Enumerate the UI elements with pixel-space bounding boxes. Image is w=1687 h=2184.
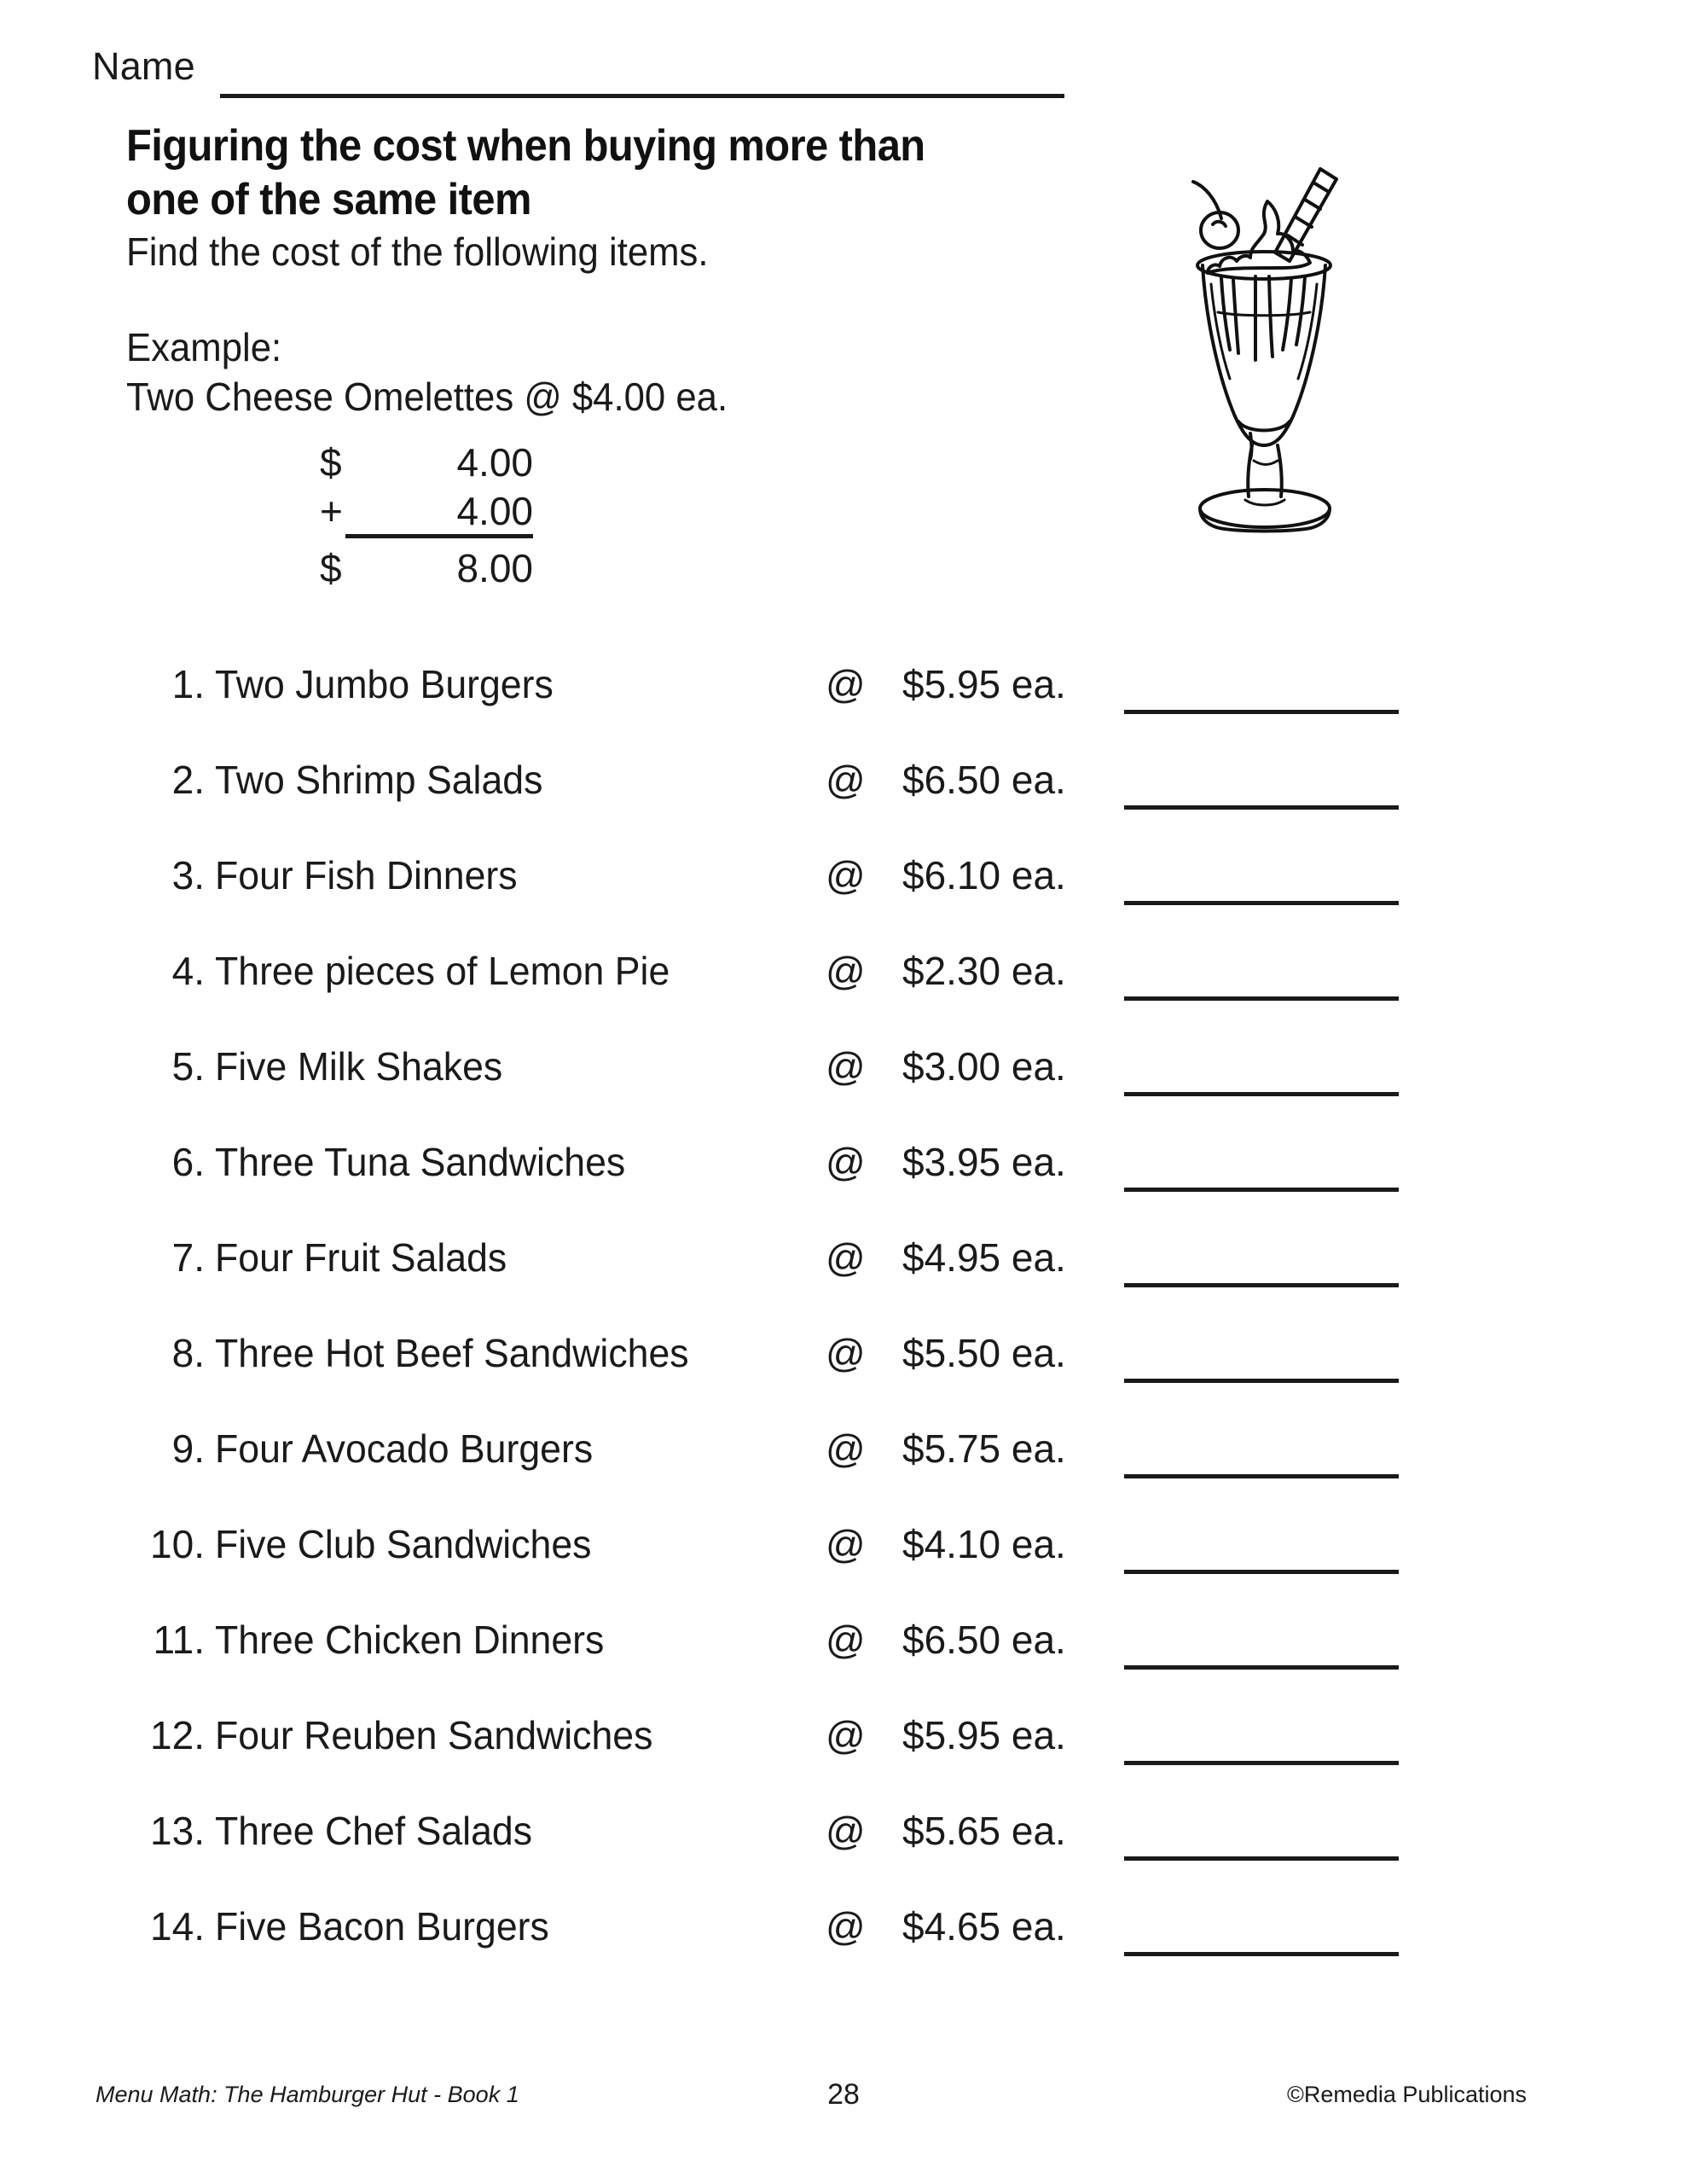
- at-symbol: @: [826, 662, 866, 706]
- problem-row: [0, 1330, 1687, 1426]
- problem-row: [0, 948, 1687, 1043]
- problem-number: 8.: [171, 1331, 205, 1375]
- answer-blank-line[interactable]: [1124, 1474, 1399, 1478]
- problem-row: [0, 1139, 1687, 1234]
- problem-row: [0, 1617, 1687, 1712]
- answer-blank-line[interactable]: [1124, 1665, 1399, 1670]
- problem-unit-price: $5.95 ea.: [902, 1713, 1066, 1757]
- problem-unit-price: $5.95 ea.: [902, 662, 1066, 706]
- at-symbol: @: [826, 1809, 866, 1853]
- at-symbol: @: [826, 1140, 866, 1184]
- answer-blank-line[interactable]: [1124, 996, 1399, 1001]
- problem-number: 14.: [150, 1904, 205, 1949]
- problem-number: 4.: [171, 949, 205, 993]
- problem-unit-price: $6.50 ea.: [902, 1618, 1066, 1662]
- example-statement: Two Cheese Omelettes @ $4.00 ea.: [126, 375, 728, 419]
- problem-unit-price: $3.00 ea.: [902, 1044, 1066, 1089]
- problem-unit-price: $4.10 ea.: [902, 1522, 1066, 1566]
- footer-book-title: Menu Math: The Hamburger Hut - Book 1: [96, 2082, 519, 2107]
- addend-row-1: [320, 439, 533, 488]
- problem-item-label: Five Bacon Burgers: [215, 1904, 549, 1949]
- problem-item-label: Three Tuna Sandwiches: [215, 1140, 626, 1184]
- plus-sign: +: [320, 489, 343, 533]
- addend-2-value: 4.00: [456, 489, 533, 533]
- dollar-sign: $: [320, 440, 342, 485]
- problem-number: 7.: [171, 1235, 205, 1280]
- problem-row: [0, 1426, 1687, 1521]
- at-symbol: @: [826, 1044, 866, 1089]
- problem-item-label: Four Fish Dinners: [215, 853, 518, 897]
- problem-row: [0, 757, 1687, 852]
- page-number: 28: [827, 2078, 860, 2111]
- problem-row: [0, 1521, 1687, 1617]
- problem-number: 6.: [171, 1140, 205, 1184]
- name-field-row: [92, 44, 1030, 104]
- problem-row: [0, 1808, 1687, 1903]
- total-row: [320, 545, 533, 594]
- problem-item-label: Five Club Sandwiches: [215, 1522, 592, 1566]
- problem-item-label: Two Jumbo Burgers: [215, 662, 554, 706]
- problem-number: 2.: [171, 758, 205, 802]
- problem-number: 11.: [153, 1618, 205, 1662]
- at-symbol: @: [826, 758, 866, 802]
- problem-number: 13.: [150, 1809, 205, 1853]
- problem-row: [0, 1043, 1687, 1139]
- problem-item-label: Three Chicken Dinners: [215, 1618, 605, 1662]
- problem-list: [0, 661, 1687, 1999]
- problem-number: 9.: [171, 1426, 205, 1471]
- answer-blank-line[interactable]: [1124, 1379, 1399, 1383]
- problem-unit-price: $6.50 ea.: [902, 758, 1066, 802]
- problem-item-label: Three Hot Beef Sandwiches: [215, 1331, 689, 1375]
- at-symbol: @: [826, 1426, 866, 1471]
- problem-number: 3.: [171, 853, 205, 897]
- problem-item-label: Five Milk Shakes: [215, 1044, 503, 1089]
- answer-blank-line[interactable]: [1124, 901, 1399, 905]
- problem-number: 10.: [150, 1522, 205, 1566]
- problem-row: [0, 852, 1687, 948]
- answer-blank-line[interactable]: [1124, 805, 1399, 810]
- problem-unit-price: $5.75 ea.: [902, 1426, 1066, 1471]
- addend-1-value: 4.00: [456, 440, 533, 485]
- problem-number: 1.: [171, 662, 205, 706]
- problem-item-label: Four Fruit Salads: [215, 1235, 507, 1280]
- problem-item-label: Three Chef Salads: [215, 1809, 533, 1853]
- problem-unit-price: $3.95 ea.: [902, 1140, 1066, 1184]
- problem-item-label: Four Reuben Sandwiches: [215, 1713, 653, 1757]
- at-symbol: @: [826, 1713, 866, 1757]
- problem-unit-price: $6.10 ea.: [902, 853, 1066, 897]
- answer-blank-line[interactable]: [1124, 1570, 1399, 1574]
- problem-number: 12.: [150, 1713, 205, 1757]
- page-subtitle: Find the cost of the following items.: [126, 229, 709, 274]
- answer-blank-line[interactable]: [1124, 1856, 1399, 1861]
- addition-rule: [345, 534, 533, 538]
- at-symbol: @: [826, 949, 866, 993]
- answer-blank-line[interactable]: [1124, 1092, 1399, 1096]
- answer-blank-line[interactable]: [1124, 1283, 1399, 1287]
- at-symbol: @: [826, 853, 866, 897]
- answer-blank-line[interactable]: [1124, 710, 1399, 714]
- footer-copyright: ©Remedia Publications: [1286, 2082, 1527, 2107]
- addend-row-2: [320, 488, 533, 537]
- answer-blank-line[interactable]: [1124, 1761, 1399, 1765]
- problem-row: [0, 1234, 1687, 1330]
- page-title: Figuring the cost when buying more than one of the same item: [126, 121, 925, 225]
- answer-blank-line[interactable]: [1124, 1188, 1399, 1192]
- page-footer: [0, 2078, 1687, 2133]
- problem-row: [0, 661, 1687, 757]
- example-label: Example:: [126, 325, 282, 369]
- at-symbol: @: [826, 1235, 866, 1280]
- problem-item-label: Two Shrimp Salads: [215, 758, 543, 802]
- problem-unit-price: $4.95 ea.: [902, 1235, 1066, 1280]
- problem-item-label: Three pieces of Lemon Pie: [215, 949, 670, 993]
- answer-blank-line[interactable]: [1124, 1952, 1399, 1956]
- name-label: Name: [92, 44, 195, 88]
- problem-unit-price: $2.30 ea.: [902, 949, 1066, 993]
- at-symbol: @: [826, 1331, 866, 1375]
- at-symbol: @: [826, 1618, 866, 1662]
- problem-unit-price: $5.65 ea.: [902, 1809, 1066, 1853]
- milkshake-icon: [1153, 152, 1375, 544]
- total-value: 8.00: [456, 546, 533, 590]
- total-dollar-sign: $: [320, 546, 342, 590]
- problem-number: 5.: [171, 1044, 205, 1089]
- example-addition-block: [320, 439, 533, 590]
- at-symbol: @: [826, 1904, 866, 1949]
- problem-unit-price: $4.65 ea.: [902, 1904, 1066, 1949]
- problem-item-label: Four Avocado Burgers: [215, 1426, 594, 1471]
- problem-row: [0, 1712, 1687, 1808]
- problem-row: [0, 1903, 1687, 1999]
- at-symbol: @: [826, 1522, 866, 1566]
- problem-unit-price: $5.50 ea.: [902, 1331, 1066, 1375]
- name-write-in-line[interactable]: [220, 94, 1064, 98]
